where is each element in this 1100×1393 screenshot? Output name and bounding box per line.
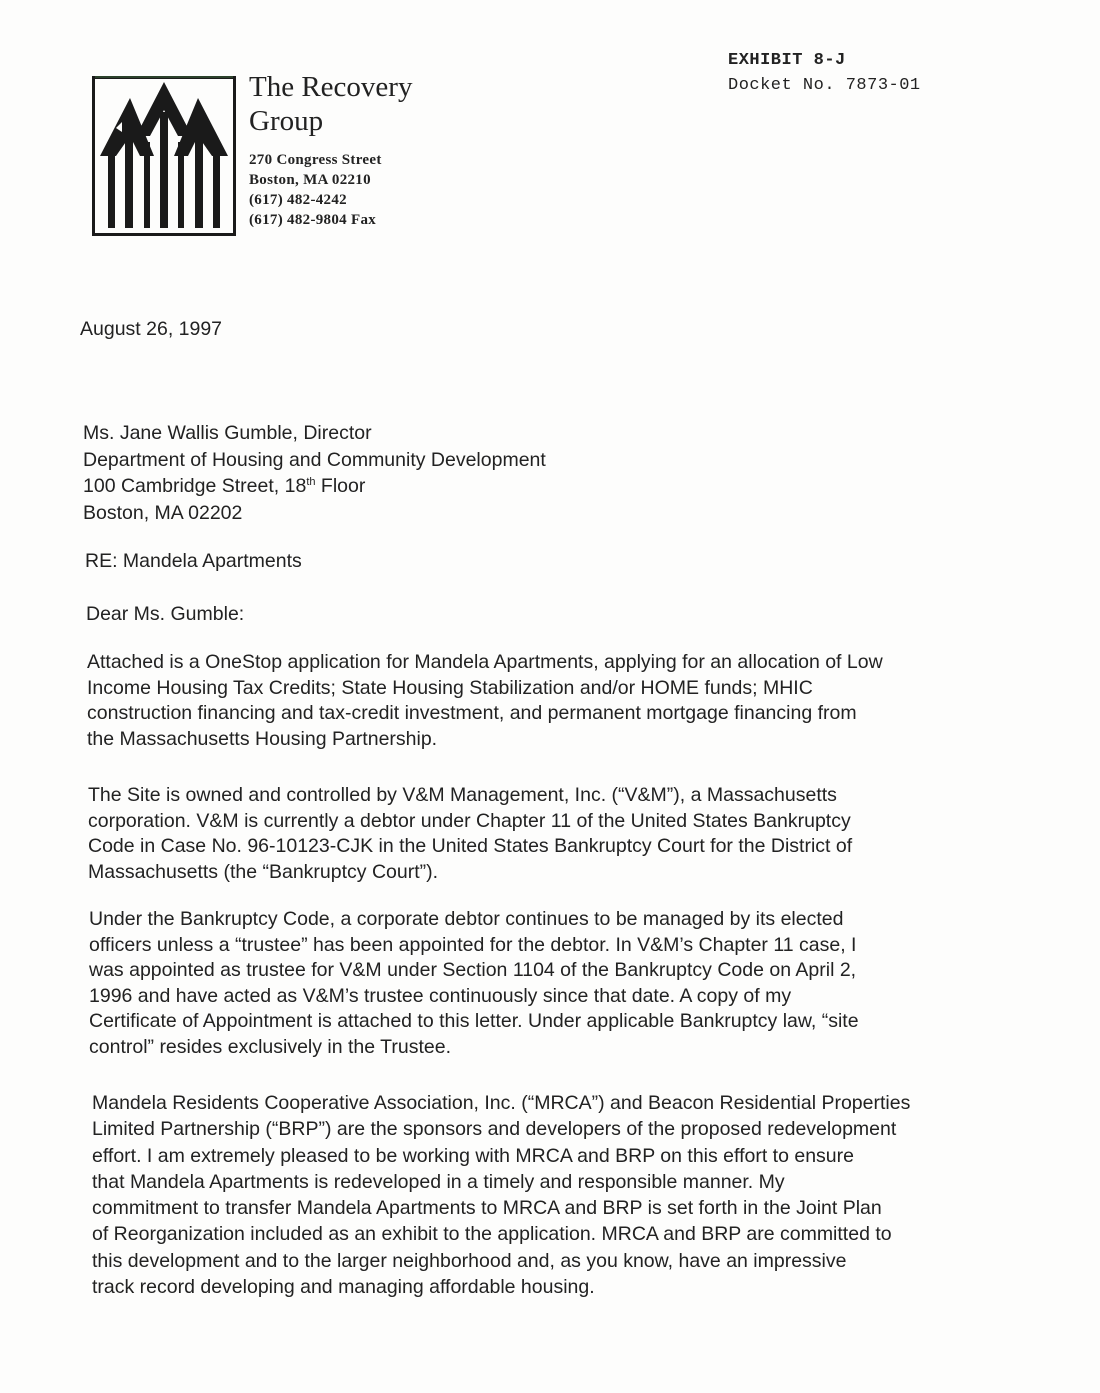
recipient-block	[83, 420, 546, 526]
paragraph-2	[88, 783, 852, 885]
paragraph-line: control” resides exclusively in the Trustee.	[89, 1035, 451, 1058]
recipient-street: 100 Cambridge Street, 18th Floor	[83, 475, 366, 497]
address-city: Boston, MA 02210	[249, 172, 371, 188]
paragraph-line: that Mandela Apartments is redeveloped in a timely and responsible manner. My	[92, 1170, 785, 1193]
paragraph-line: officers unless a “trustee” has been appointed for the debtor. In V&M’s Chapter 11 case, I	[89, 933, 857, 956]
paragraph-line: commitment to transfer Mandela Apartments to MRCA and BRP is set forth in the Joint Plan	[92, 1197, 882, 1220]
company-name	[249, 70, 509, 138]
paragraph-line: Under the Bankruptcy Code, a corporate debtor continues to be managed by its elected	[89, 908, 844, 930]
paragraph-line: Mandela Residents Cooperative Association, Inc. (“MRCA”) and Beacon Residential Properties	[92, 1092, 911, 1114]
exhibit-title: EXHIBIT 8-J	[728, 51, 846, 70]
docket-number: Docket No. 7873-01	[728, 76, 921, 95]
subject-line: RE: Mandela Apartments	[85, 550, 302, 572]
company-name-line1: The Recovery	[249, 71, 413, 103]
paragraph-line: Limited Partnership (“BRP”) are the sponsors and developers of the proposed redevelopment	[92, 1118, 897, 1141]
paragraph-line: Certificate of Appointment is attached to this letter. Under applicable Bankruptcy law, “site	[89, 1010, 859, 1032]
paragraph-line: this development and to the larger neighborhood and, as you know, have an impressive	[92, 1249, 847, 1272]
address-fax: (617) 482-9804 Fax	[249, 212, 377, 228]
paragraph-3	[89, 907, 859, 1060]
paragraph-line: 1996 and have acted as V&M’s trustee continuously since that date. A copy of my	[89, 984, 792, 1007]
paragraph-line: Attached is a OneStop application for Mandela Apartments, applying for an allocation of Low	[87, 651, 883, 673]
paragraph-line: Massachusetts (the “Bankruptcy Court”).	[88, 860, 439, 883]
address-street: 270 Congress Street	[249, 152, 382, 168]
paragraph-4	[92, 1090, 910, 1300]
paragraph-line: was appointed as trustee for V&M under Section 1104 of the Bankruptcy Code on April 2,	[89, 959, 857, 981]
company-address	[249, 150, 382, 230]
letter-date: August 26, 1997	[80, 318, 223, 340]
paragraph-line: Code in Case No. 96-10123-CJK in the United States Bankruptcy Court for the District of	[88, 835, 853, 857]
recovery-group-logo-icon	[92, 76, 236, 236]
paragraph-line: Income Housing Tax Credits; State Housing Stabilization and/or HOME funds; MHIC	[87, 676, 813, 699]
salutation: Dear Ms. Gumble:	[86, 603, 245, 625]
recipient-name: Ms. Jane Wallis Gumble, Director	[83, 422, 372, 444]
paragraph-line: the Massachusetts Housing Partnership.	[87, 727, 438, 750]
paragraph-line: of Reorganization included as an exhibit to the application. MRCA and BRP are committed to	[92, 1223, 892, 1246]
recipient-department: Department of Housing and Community Development	[83, 448, 546, 471]
recipient-city: Boston, MA 02202	[83, 501, 243, 524]
address-phone: (617) 482-4242	[249, 192, 347, 208]
paragraph-line: corporation. V&M is currently a debtor under Chapter 11 of the United States Bankruptcy	[88, 809, 851, 832]
paragraph-line: track record developing and managing affordable housing.	[92, 1276, 595, 1299]
paragraph-line: effort. I am extremely pleased to be working with MRCA and BRP on this effort to ensure	[92, 1144, 854, 1167]
company-name-line2: Group	[249, 105, 324, 137]
paragraph-line: The Site is owned and controlled by V&M Management, Inc. (“V&M”), a Massachusetts	[88, 784, 837, 806]
exhibit-stamp	[728, 48, 921, 98]
paragraph-1	[87, 650, 883, 752]
paragraph-line: construction financing and tax-credit investment, and permanent mortgage financing from	[87, 702, 857, 724]
